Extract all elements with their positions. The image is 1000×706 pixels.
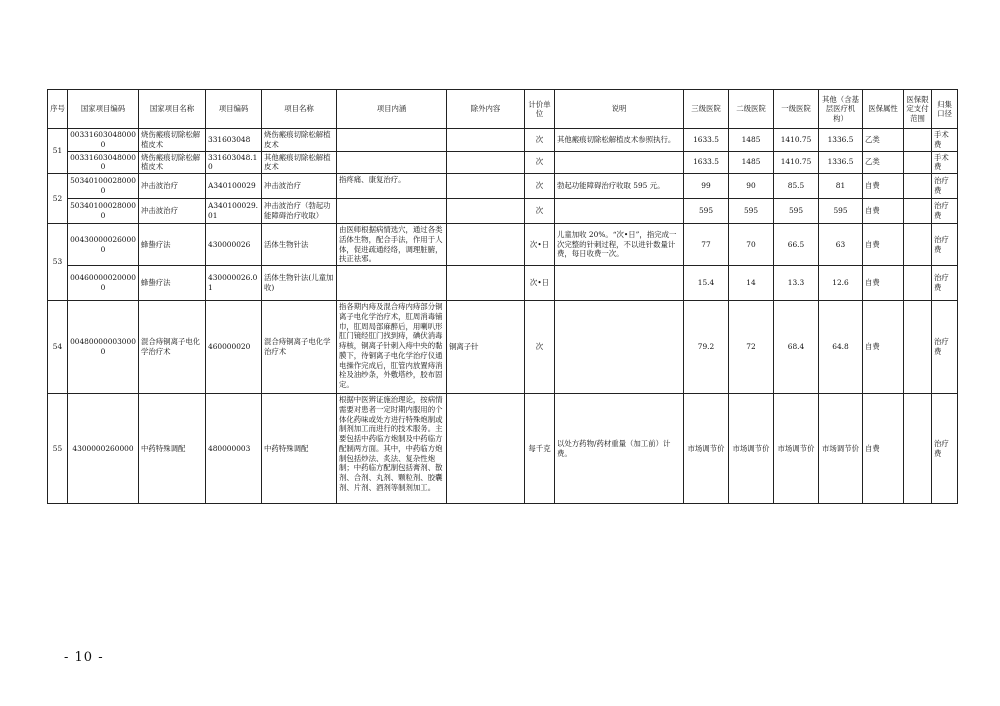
- level3-price-cell: 77: [684, 224, 729, 266]
- note-cell: [555, 151, 684, 174]
- national-name-cell: 中药特殊调配: [139, 394, 206, 504]
- level3-price-cell: 1633.5: [684, 129, 729, 152]
- category-cell: 治疗费: [932, 394, 958, 504]
- other-price-cell: 63: [819, 224, 863, 266]
- scope-cell: [904, 224, 932, 266]
- item-code-cell: 430000026: [206, 224, 262, 266]
- header-unit: 计价单位: [525, 90, 555, 129]
- other-price-cell: 市场调节价: [819, 394, 863, 504]
- level2-price-cell: 70: [729, 224, 774, 266]
- level3-price-cell: 595: [684, 199, 729, 224]
- note-cell: [555, 266, 684, 301]
- header-national-name: 国家项目名称: [139, 90, 206, 129]
- national-code-cell: 503401000280000: [68, 174, 139, 199]
- item-name-cell: 活体生物针法(儿童加收): [262, 266, 337, 301]
- level2-price-cell: 1485: [729, 151, 774, 174]
- seq-cell: 53: [48, 224, 68, 301]
- excluded-cell: [447, 199, 525, 224]
- level3-price-cell: 1633.5: [684, 151, 729, 174]
- category-cell: 治疗费: [932, 301, 958, 394]
- category-cell: 治疗费: [932, 199, 958, 224]
- level2-price-cell: 90: [729, 174, 774, 199]
- excluded-cell: [447, 224, 525, 266]
- national-code-cell: 004300000260000: [68, 224, 139, 266]
- item-name-cell: 混合痔铜离子电化学治疗术: [262, 301, 337, 394]
- level2-price-cell: 市场调节价: [729, 394, 774, 504]
- fee-schedule-table: [47, 89, 958, 504]
- item-name-cell: 冲击波治疗（勃起功能障碍治疗收取）: [262, 199, 337, 224]
- content-cell: 由医师根据病情选穴，通过各类活体生物，配合手法，作用于人体，促进疏通经络，调理脏腑，扶正祛邪。: [337, 224, 447, 266]
- seq-cell: 55: [48, 394, 68, 504]
- item-name-cell: 其他瘢痕切除松解植皮术: [262, 151, 337, 174]
- unit-cell: 次•日: [525, 224, 555, 266]
- other-price-cell: 1336.5: [819, 129, 863, 152]
- other-price-cell: 81: [819, 174, 863, 199]
- category-cell: 手术费: [932, 129, 958, 152]
- content-cell: [337, 129, 447, 152]
- note-cell: 勃起功能障碍治疗收取 595 元。: [555, 174, 684, 199]
- level1-price-cell: 1410.75: [774, 151, 819, 174]
- content-cell: 指疼痛、康复治疗。: [337, 174, 447, 199]
- header-level2: 二级医院: [729, 90, 774, 129]
- level1-price-cell: 1410.75: [774, 129, 819, 152]
- unit-cell: 次: [525, 151, 555, 174]
- excluded-cell: [447, 129, 525, 152]
- scope-cell: [904, 129, 932, 152]
- item-name-cell: 烧伤瘢痕切除松解植皮术: [262, 129, 337, 152]
- level1-price-cell: 市场调节价: [774, 394, 819, 504]
- header-level1: 一级医院: [774, 90, 819, 129]
- header-item-code: 项目编码: [206, 90, 262, 129]
- excluded-cell: [447, 151, 525, 174]
- scope-cell: [904, 301, 932, 394]
- header-content: 项目内涵: [337, 90, 447, 129]
- table-row: [48, 174, 958, 199]
- note-cell: [555, 199, 684, 224]
- other-price-cell: 595: [819, 199, 863, 224]
- page-number: - 10 -: [64, 650, 104, 665]
- level3-price-cell: 市场调节价: [684, 394, 729, 504]
- item-code-cell: 331603048: [206, 129, 262, 152]
- header-seq: 序号: [48, 90, 68, 129]
- national-code-cell: 004800000030000: [68, 301, 139, 394]
- content-cell: 指各期内痔及混合痔内痔部分铜离子电化学治疗术，肛周消毒铺巾，肛周局部麻醉后，用喇叭形肛门镜经肛门找到痔，碘伏消毒痔核，铜离子针刺入痔中央的黏膜下，待铜离子电化学治疗仪通电操作完成后，肛管内放置痔消栓及油纱条，外敷塔纱，胶布固定。: [337, 301, 447, 394]
- national-name-cell: 混合痔铜离子电化学治疗术: [139, 301, 206, 394]
- table-row: [48, 394, 958, 504]
- level3-price-cell: 99: [684, 174, 729, 199]
- category-cell: 治疗费: [932, 174, 958, 199]
- unit-cell: 次: [525, 129, 555, 152]
- table-row: [48, 129, 958, 152]
- unit-cell: 次: [525, 174, 555, 199]
- level1-price-cell: 68.4: [774, 301, 819, 394]
- item-code-cell: 331603048.10: [206, 151, 262, 174]
- insurance-cell: 自费: [863, 174, 904, 199]
- header-national-code: 国家项目编码: [68, 90, 139, 129]
- table-row: [48, 224, 958, 266]
- table-row: [48, 266, 958, 301]
- national-code-cell: 004600000200000: [68, 266, 139, 301]
- seq-cell: 54: [48, 301, 68, 394]
- level2-price-cell: 595: [729, 199, 774, 224]
- level2-price-cell: 1485: [729, 129, 774, 152]
- category-cell: 治疗费: [932, 266, 958, 301]
- unit-cell: 次: [525, 301, 555, 394]
- excluded-cell: [447, 174, 525, 199]
- item-name-cell: 中药特殊调配: [262, 394, 337, 504]
- item-code-cell: 480000003: [206, 394, 262, 504]
- table-row: [48, 199, 958, 224]
- item-name-cell: 冲击波治疗: [262, 174, 337, 199]
- level1-price-cell: 85.5: [774, 174, 819, 199]
- content-cell: [337, 199, 447, 224]
- scope-cell: [904, 151, 932, 174]
- header-scope: 医保限定支付范围: [904, 90, 932, 129]
- content-cell: [337, 266, 447, 301]
- unit-cell: 次: [525, 199, 555, 224]
- national-name-cell: 烧伤瘢痕切除松解植皮术: [139, 151, 206, 174]
- scope-cell: [904, 394, 932, 504]
- national-code-cell: 4300000260000: [68, 394, 139, 504]
- national-code-cell: 503401000280000: [68, 199, 139, 224]
- unit-cell: 次•日: [525, 266, 555, 301]
- header-insurance: 医保属性: [863, 90, 904, 129]
- level1-price-cell: 66.5: [774, 224, 819, 266]
- item-name-cell: 活体生物针法: [262, 224, 337, 266]
- insurance-cell: 自费: [863, 199, 904, 224]
- content-cell: [337, 151, 447, 174]
- header-excluded: 除外内容: [447, 90, 525, 129]
- insurance-cell: 乙类: [863, 129, 904, 152]
- note-cell: [555, 301, 684, 394]
- scope-cell: [904, 174, 932, 199]
- insurance-cell: 自费: [863, 266, 904, 301]
- header-row: [48, 90, 958, 129]
- national-name-cell: 冲击波治疗: [139, 174, 206, 199]
- table-row: [48, 151, 958, 174]
- level1-price-cell: 13.3: [774, 266, 819, 301]
- insurance-cell: 自费: [863, 394, 904, 504]
- item-code-cell: A340100029.01: [206, 199, 262, 224]
- other-price-cell: 64.8: [819, 301, 863, 394]
- national-name-cell: 蜂蛰疗法: [139, 266, 206, 301]
- note-cell: 其他瘢痕切除松解植皮术参照执行。: [555, 129, 684, 152]
- national-name-cell: 冲击波治疗: [139, 199, 206, 224]
- header-item-name: 项目名称: [262, 90, 337, 129]
- excluded-cell: [447, 266, 525, 301]
- category-cell: 手术费: [932, 151, 958, 174]
- insurance-cell: 乙类: [863, 151, 904, 174]
- table-body: [48, 129, 958, 504]
- level1-price-cell: 595: [774, 199, 819, 224]
- national-code-cell: 003316030480000: [68, 129, 139, 152]
- header-other: 其他（含基层医疗机构）: [819, 90, 863, 129]
- national-name-cell: 蜂蛰疗法: [139, 224, 206, 266]
- seq-cell: 52: [48, 174, 68, 224]
- national-code-cell: 003316030480000: [68, 151, 139, 174]
- header-level3: 三级医院: [684, 90, 729, 129]
- item-code-cell: A340100029: [206, 174, 262, 199]
- note-cell: 儿童加收 20%。“次•日”，指完成一次完整的针刺过程，不以进针数量计费，每日收费一次。: [555, 224, 684, 266]
- header-category: 归集口径: [932, 90, 958, 129]
- item-code-cell: 430000026.01: [206, 266, 262, 301]
- scope-cell: [904, 266, 932, 301]
- level3-price-cell: 15.4: [684, 266, 729, 301]
- excluded-cell: [447, 394, 525, 504]
- level3-price-cell: 79.2: [684, 301, 729, 394]
- note-cell: 以处方药物/药材重量（加工前）计费。: [555, 394, 684, 504]
- content-cell: 根据中医辨证施治理论，按病情需要对患者一定时期内服用的个体化药味或处方进行特殊炮制或制剂加工而进行的技术服务。主要包括中药临方炮制及中药临方配制两方面。其中，中药临方炮制包括炒法、炙法、复杂性炮制；中药临方配制包括膏剂、散剂、合剂、丸剂、颗粒剂、胶囊剂、片剂、酒剂等制剂加工。: [337, 394, 447, 504]
- other-price-cell: 1336.5: [819, 151, 863, 174]
- seq-cell: 51: [48, 129, 68, 174]
- national-name-cell: 烧伤瘢痕切除松解植皮术: [139, 129, 206, 152]
- insurance-cell: 自费: [863, 301, 904, 394]
- excluded-cell: 铜离子针: [447, 301, 525, 394]
- unit-cell: 每千克: [525, 394, 555, 504]
- level2-price-cell: 14: [729, 266, 774, 301]
- category-cell: 治疗费: [932, 224, 958, 266]
- table-row: [48, 301, 958, 394]
- other-price-cell: 12.6: [819, 266, 863, 301]
- level2-price-cell: 72: [729, 301, 774, 394]
- header-note: 说明: [555, 90, 684, 129]
- insurance-cell: 自费: [863, 224, 904, 266]
- item-code-cell: 460000020: [206, 301, 262, 394]
- scope-cell: [904, 199, 932, 224]
